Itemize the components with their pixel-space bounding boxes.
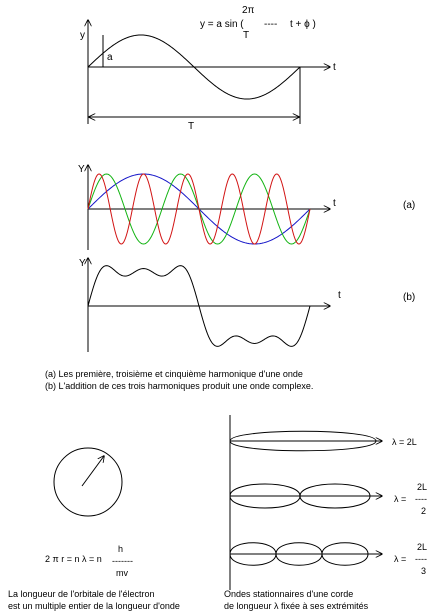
lambda-2-dash: ---- [415, 494, 427, 504]
formula-numerator: 2π [242, 5, 255, 16]
orbit-eq-dash: ------- [112, 556, 133, 566]
formula-dash: ---- [264, 19, 278, 30]
orbital-figure [8, 448, 180, 611]
complex-wave-figure [79, 258, 415, 352]
lambda-2-denominator: 2 [421, 506, 427, 516]
caption-line-a: (a) Les première, troisième et cinquième harmonique d'une onde [45, 369, 303, 379]
caption-line-b: (b) L'addition de ces trois harmoniques produit une onde complexe. [45, 381, 314, 391]
fig3-y-label: Y [79, 258, 86, 269]
fig3-t-label: t [338, 290, 341, 301]
fig2-t-label: t [333, 198, 336, 209]
lambda-2-prefix: λ = [394, 494, 407, 504]
fig2-y-label: Y [78, 164, 85, 175]
fig3-tag: (b) [403, 292, 416, 303]
orbit-eq-numerator: h [118, 544, 124, 554]
fig1-y-label: y [80, 30, 85, 41]
orbit-caption-1: La longueur de l'orbitale de l'électron [8, 589, 155, 599]
harmonics-figure [78, 164, 415, 250]
lambda-3-dash: ---- [415, 554, 427, 564]
orbit-caption-2: est un multiple entier de la longueur d'onde [8, 601, 180, 611]
orbit-radius-arrow [82, 456, 104, 486]
fig1-period-label: T [188, 121, 195, 132]
lambda-2-numerator: 2L [417, 482, 428, 492]
formula-prefix: y = a sin ( [200, 19, 244, 30]
formula-denominator: T [243, 30, 250, 41]
fig2-tag: (a) [403, 200, 416, 211]
lambda-1-label: λ = 2L [392, 437, 417, 447]
orbit-eq-denominator: mv [116, 568, 128, 578]
formula-suffix: t + ϕ ) [290, 19, 316, 30]
fig1-t-label: t [333, 62, 336, 73]
lambda-3-denominator: 3 [421, 566, 427, 576]
lambda-3-prefix: λ = [394, 554, 407, 564]
string-caption-2: de longueur λ fixée à ses extrémités [224, 601, 369, 611]
sine-wave-figure [80, 5, 336, 132]
lambda-3-numerator: 2L [417, 542, 428, 552]
string-caption-1: Ondes stationnaires d'une corde [224, 589, 354, 599]
orbit-circle [54, 448, 122, 516]
orbit-eq-left: 2 π r = n λ = n [45, 554, 102, 564]
standing-waves-figure [224, 415, 427, 611]
fig1-amplitude-label: a [107, 52, 113, 63]
